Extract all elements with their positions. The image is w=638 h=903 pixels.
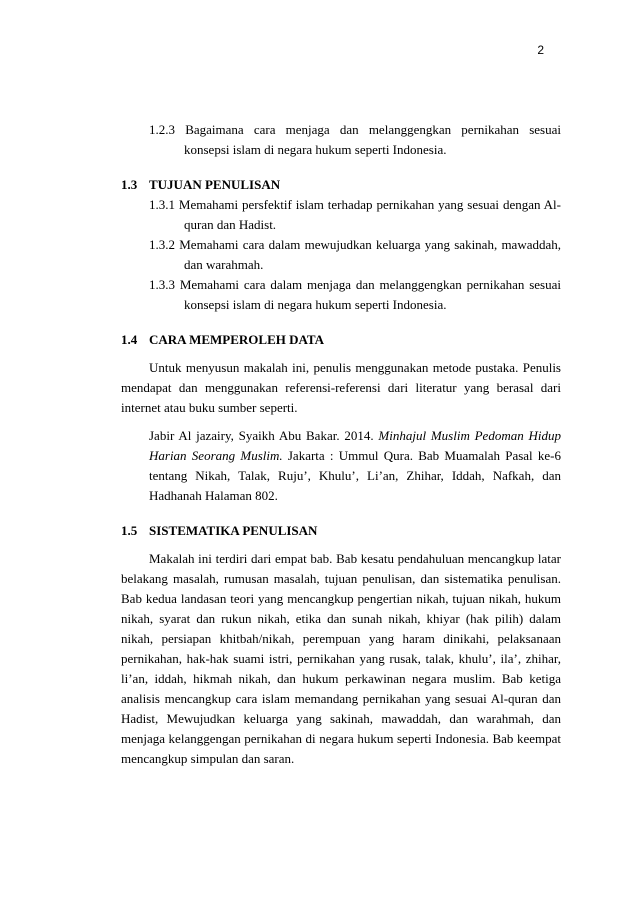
section-title: SISTEMATIKA PENULISAN	[149, 523, 318, 538]
section-title: CARA MEMPEROLEH DATA	[149, 332, 325, 347]
list-item-text: Memahami cara dalam mewujudkan keluarga yang sakinah, mawaddah, dan warahmah.	[179, 237, 561, 272]
page-number: 2	[537, 43, 544, 57]
list-item-1-3-2	[121, 235, 561, 275]
reference-title: Minhajul Muslim Pedoman Hidup Harian Seorang Muslim.	[149, 428, 561, 463]
list-item-1-2-3	[121, 120, 561, 160]
section-1-4	[121, 330, 561, 506]
section-1-3	[121, 175, 561, 315]
list-1-2	[121, 120, 561, 160]
list-item-number: 1.3.3	[149, 277, 175, 292]
section-title: TUJUAN PENULISAN	[149, 177, 281, 192]
list-item-1-3-3	[121, 275, 561, 315]
section-paragraph: Untuk menyusun makalah ini, penulis menggunakan metode pustaka. Penulis mendapat dan menggunakan referensi-referensi dari literatur yang berasal dari internet atau buku sumber seperti.	[121, 360, 561, 415]
list-item-1-3-1	[121, 195, 561, 235]
section-heading	[121, 175, 561, 195]
section-1-5	[121, 521, 561, 769]
section-paragraph: Makalah ini terdiri dari empat bab. Bab kesatu pendahuluan mencangkup latar belakang masalah, rumusan masalah, tujuan penulisan, dan sistematika penulisan. Bab kedua landasan teori yang mencangkup pengertian nikah, tujuan nikah, hukum nikah, syarat dan rukun nikah, etika dan sunah nikah, khiyar (hak pilih) dalam nikah, persiapan khitbah/nikah, perempuan yang haram dinikahi, pelaksanaan pernikahan, hak-hak suami istri, pernikahan yang rusak, talak, khulu’, ila’, zhihar, li’an, iddah, hikmah nikah, dan hukum perkawinan negara muslim. Bab ketiga analisis mencangkup cara islam memandang pernikahan yang sesuai Al-quran dan Hadist, Mewujudkan keluarga yang sakinah, mawaddah, dan warahmah, dan menjaga kelanggengan pernikahan di negara hukum seperti Indonesia. Bab keempat mencangkup simpulan dan saran.	[121, 551, 561, 766]
list-item-text: Memahami persfektif islam terhadap pernikahan yang sesuai dengan Al-quran dan Hadist.	[178, 197, 562, 232]
list-item-text: Memahami cara dalam menjaga dan melanggengkan pernikahan sesuai konsepsi islam di negara hukum seperti Indonesia.	[179, 277, 561, 312]
section-heading	[121, 521, 561, 541]
reference-author: Jabir Al jazairy, Syaikh Abu Bakar. 2014.	[149, 428, 379, 443]
reference-details: Jakarta : Ummul Qura. Bab Muamalah Pasal ke-6 tentang Nikah, Talak, Ruju’, Khulu’, Li’an, Zhihar, Iddah, Nafkah, dan Hadhanah Halaman 802.	[149, 448, 561, 503]
section-number: 1.3	[121, 177, 138, 192]
section-number: 1.5	[121, 523, 138, 538]
list-item-number: 1.3.2	[149, 237, 175, 252]
section-heading	[121, 330, 561, 350]
list-item-text: Bagaimana cara menjaga dan melanggengkan pernikahan sesuai konsepsi islam di negara hukum seperti Indonesia.	[184, 122, 562, 157]
reference-entry	[121, 426, 561, 506]
section-number: 1.4	[121, 332, 138, 347]
page-content	[121, 120, 561, 769]
list-item-number: 1.2.3	[149, 122, 175, 137]
list-item-number: 1.3.1	[149, 197, 175, 212]
